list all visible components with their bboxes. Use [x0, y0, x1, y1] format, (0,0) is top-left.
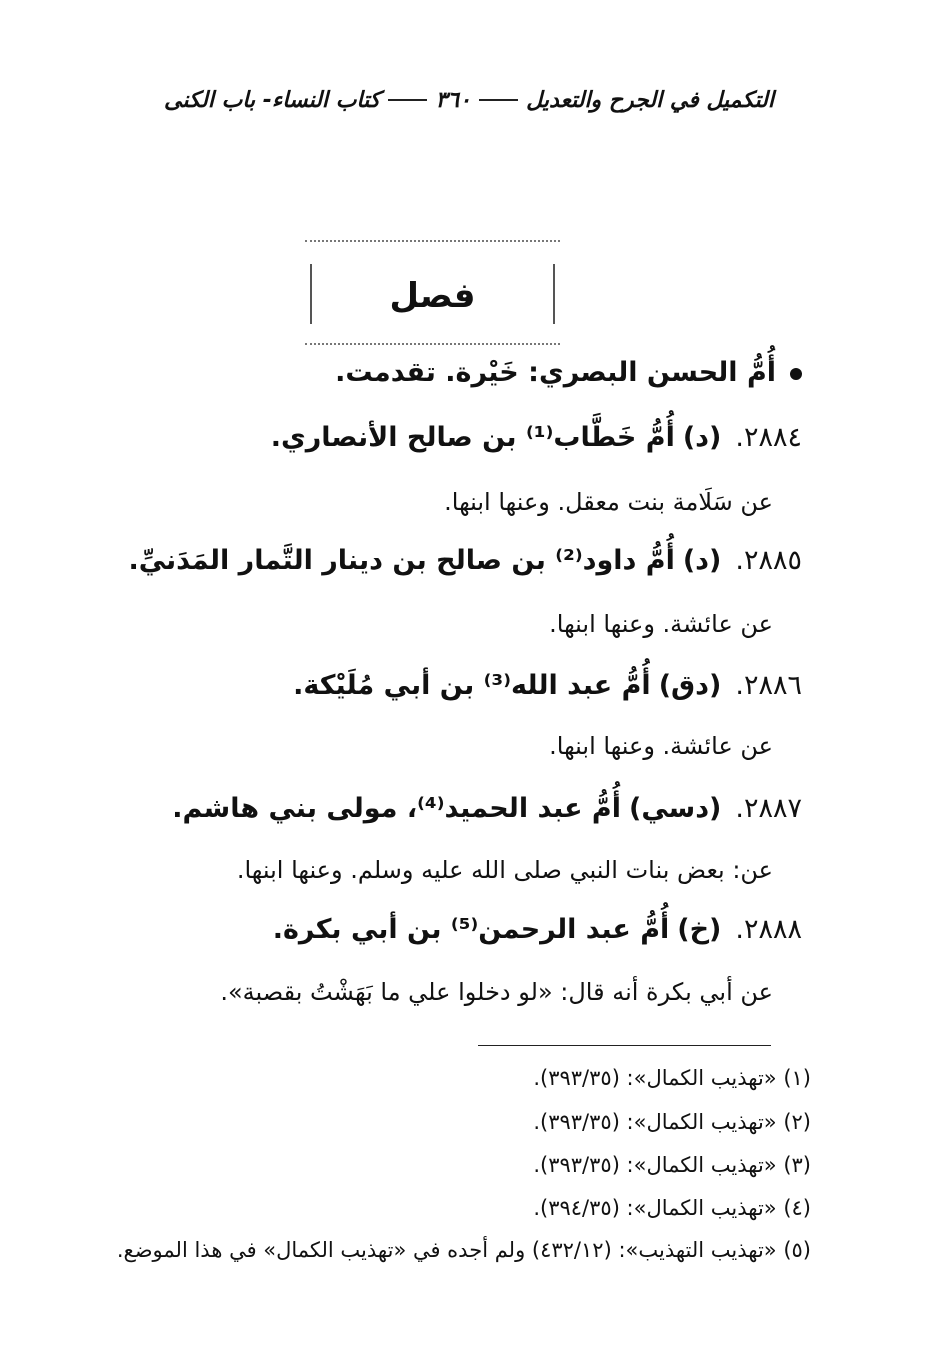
entry-narration: عن سَلَامة بنت معقل. وعنها ابنها. [444, 488, 773, 516]
running-header [164, 80, 774, 120]
bullet-icon [790, 368, 802, 380]
footnote: (١) «تهذيب الكمال»: (٣٩٣/٣٥). [533, 1066, 811, 1090]
footnote: (٥) «تهذيب التهذيب»: (٤٣٢/١٢) ولم أجده في «تهذيب الكمال» في هذا الموضع. [116, 1238, 811, 1262]
entry-narration: عن: بعض بنات النبي صلى الله عليه وسلم. وعنها ابنها. [236, 856, 773, 884]
entry-number: ٢٨٨٧. [735, 793, 802, 824]
book-title: التكميل في الجرح والتعديل [526, 87, 774, 113]
entry-symbol: (دسي) [628, 793, 722, 824]
section-info: كتاب النساء- باب الكنى [163, 87, 381, 113]
section-heading: فصل [389, 276, 476, 316]
entry-symbol: (خ) [677, 914, 722, 945]
entry-name: أُمُّ داود⁽²⁾ بن صالح بن دينار التَّمار المَدَنيِّ. [128, 545, 675, 576]
entry-symbol: (دق) [658, 670, 722, 701]
entry-name: أُمُّ خَطَّاب⁽¹⁾ بن صالح الأنصاري. [270, 422, 675, 453]
entry-name: أُمُّ عبد الحميد⁽⁴⁾، مولى بني هاشم. [172, 793, 621, 824]
entry-number: ٢٨٨٨. [735, 914, 802, 945]
entry-narration: عن عائشة. وعنها ابنها. [549, 610, 773, 638]
entry-number: ٢٨٨٥. [735, 545, 802, 576]
entry-symbol: (د) [682, 545, 722, 576]
intro-line [335, 357, 802, 388]
entry-heading [293, 670, 802, 701]
entry-narration: عن أبي بكرة أنه قال: «لو دخلوا علي ما بَهَشْتُ بقصبة». [220, 978, 773, 1006]
entry-name: أُمُّ عبد الرحمن⁽⁵⁾ بن أبي بكرة. [272, 914, 670, 945]
header-dash [388, 99, 427, 101]
entry-symbol: (د) [682, 422, 722, 453]
entry-heading [271, 422, 802, 453]
entry-name: أُمُّ عبد الله⁽³⁾ بن أبي مُلَيْكة. [293, 670, 651, 701]
footnote: (٣) «تهذيب الكمال»: (٣٩٣/٣٥). [533, 1153, 811, 1177]
entry-number: ٢٨٨٤. [735, 422, 802, 453]
header-dash [479, 99, 518, 101]
entry-narration: عن عائشة. وعنها ابنها. [549, 732, 773, 760]
intro-text: أُمُّ الحسن البصري: خَيْرة. تقدمت. [335, 357, 776, 388]
entry-heading [172, 793, 802, 824]
footnote-separator [478, 1045, 771, 1046]
page-number: ٣٦٠ [435, 87, 471, 113]
entry-heading [273, 914, 802, 945]
entry-heading [128, 545, 802, 576]
entry-number: ٢٨٨٦. [735, 670, 802, 701]
footnote: (٢) «تهذيب الكمال»: (٣٩٣/٣٥). [533, 1110, 811, 1134]
footnote: (٤) «تهذيب الكمال»: (٣٩٤/٣٥). [533, 1196, 811, 1220]
